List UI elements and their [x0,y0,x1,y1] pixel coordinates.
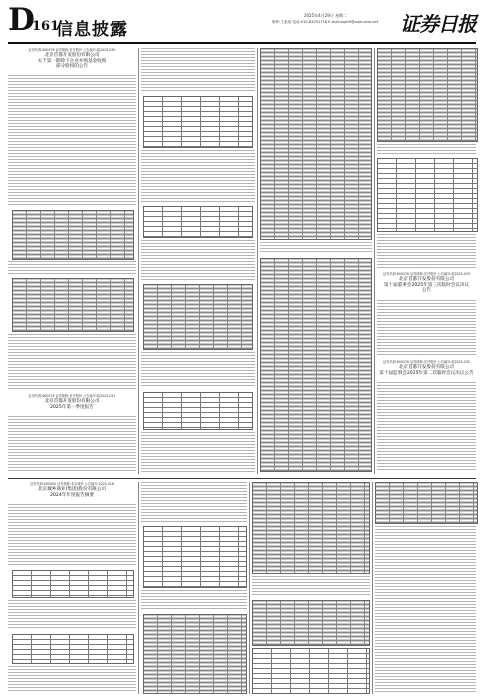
body-text-block [8,416,136,472]
shareholder-table [252,482,370,574]
article-title-block [8,394,136,410]
body-text-block [252,576,370,596]
cash-flow-table [260,258,372,472]
article-title-line: 第十届监事会2025年第二次临时会议决议公告 [379,370,474,376]
data-table [143,96,253,148]
body-text-block [8,600,136,630]
issue-date: 2025年4月29日 星期二 [304,13,348,18]
bottom-column-2 [141,482,247,694]
body-text-block [8,504,136,566]
article-title-block [8,48,136,70]
page-letter: D [8,2,35,38]
data-table [12,570,134,598]
article-title-line: 北京城乡商业(集团)股份有限公司 [38,487,106,492]
article-title-line: 公告 [421,288,432,294]
data-table [375,482,478,524]
data-table [143,284,253,350]
data-table [143,392,253,430]
body-text-block [141,590,247,610]
article-title-block [8,482,136,498]
body-text-block [8,334,136,390]
article-title-line: 第十届董事会2025年第三次临时会议决议 [383,282,470,288]
column-divider [257,48,258,474]
article-title-line: 2024年年度报告摘要 [50,492,94,498]
bottom-column-4 [375,482,476,694]
bottom-column-1 [8,482,136,694]
article-title-line: 北京首都开发股份有限公司 [398,365,455,370]
body-text-block [260,242,372,254]
column-divider [372,482,373,694]
body-text-block [141,482,247,522]
column-1 [8,48,136,474]
announcements-right [377,234,476,474]
newspaper-brand-logo: 证券日报 [400,12,476,36]
article-title-block [369,272,484,294]
column-divider [374,48,375,474]
article-title-line: 关于第一期除下企业并购基金收购 [37,58,107,64]
body-text-block [375,526,476,692]
data-table [377,48,478,142]
column-3 [260,48,372,474]
data-table [12,634,134,664]
body-text-block [141,150,255,202]
stock-code-line: 证券代码:600376 证券简称:首开股份 公告编号:临2025-031 [28,394,116,398]
section-title: 信息披露 [56,20,128,40]
data-table [143,614,247,694]
balance-sheet-table [260,48,372,240]
body-text-block [377,300,476,356]
data-table [252,600,370,646]
stock-code-line: 证券代码:600376 证券简称:首开股份 公告编号:临2025-032 [383,360,470,364]
stock-code-line: 证券代码:000000 证券简称:北京城乡 公告编号:2025-018 [30,482,114,486]
article-title-line: 北京首都开发股份有限公司 [44,399,100,404]
masthead [8,2,476,41]
column-divider [138,48,139,474]
stock-code-line: 证券代码:600376 证券简称:首开股份 公告编号:临2025-029 [383,272,470,276]
column-2 [141,48,255,474]
column-divider [249,482,250,694]
data-table [143,206,253,238]
body-text-block [8,261,136,275]
body-text-block [141,352,255,388]
stock-code-line: 证券代码:600376 证券简称:首开股份 公告编号:临2025-030 [28,48,116,52]
article-title-line: 北京首都开发股份有限公司 [398,277,455,282]
financial-table [12,210,134,260]
bottom-column-3 [252,482,370,694]
section-divider [8,478,476,479]
financial-table [12,278,134,332]
data-table [252,648,370,694]
body-text-block [141,240,255,280]
body-text-block [377,382,476,472]
page-number: 161 [32,19,60,34]
contact-line: 制作:王某某 电话:010-83251716 E-mail:zqrb9@zqrb.sina.net [272,20,379,24]
body-text-block [141,48,255,92]
masthead-rule [8,42,476,44]
body-text-block [8,75,136,207]
article-title-block [369,360,484,376]
data-table [377,158,478,232]
body-text-block [141,432,255,472]
body-text-block [377,234,476,268]
data-table [143,526,247,588]
article-title-line: 2025年第一季度报告 [50,404,94,410]
column-divider [138,482,139,694]
body-text-block [377,144,476,154]
article-title-line: 北京首都开发股份有限公司 [44,53,100,58]
article-title-line: 部分股权的公告 [55,64,89,70]
body-text-block [8,666,136,692]
